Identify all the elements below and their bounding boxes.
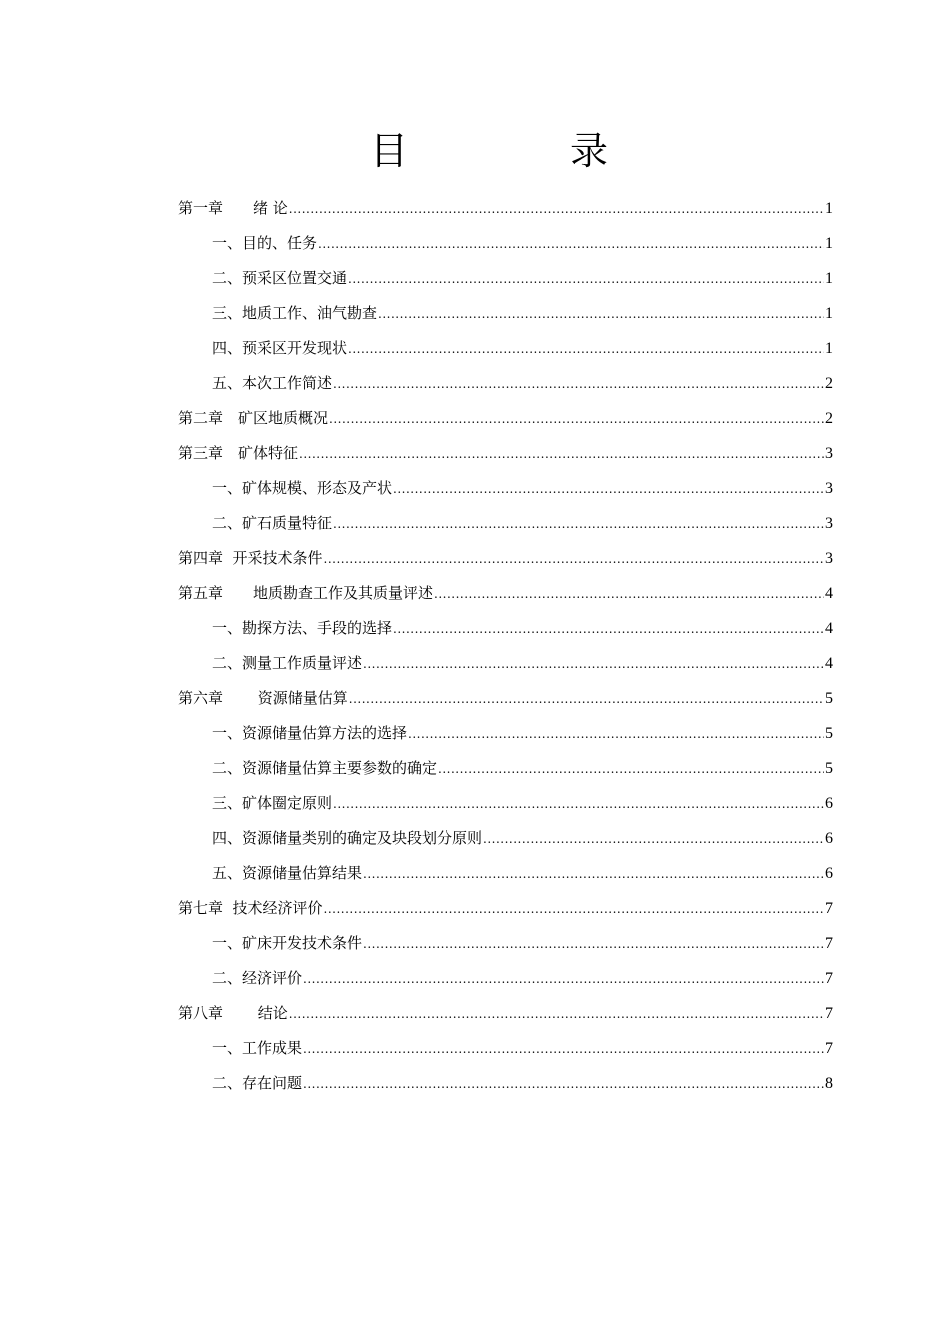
toc-dot-leader [324, 542, 824, 577]
toc-list [178, 191, 833, 1101]
toc-entry-label: 一、目的、任务 [212, 234, 318, 252]
toc-entry[interactable] [178, 261, 833, 296]
toc-dot-leader [333, 507, 824, 542]
toc-dot-leader [333, 787, 824, 822]
toc-entry[interactable] [178, 646, 833, 681]
toc-page-number: 1 [825, 200, 833, 217]
toc-entry-label: 第六章 资源储量估算 [178, 689, 348, 707]
toc-dot-leader [349, 682, 824, 717]
toc-entry-label: 第七章 技术经济评价 [178, 899, 323, 917]
toc-dot-leader [434, 577, 824, 612]
toc-entry[interactable] [178, 1031, 833, 1066]
toc-entry[interactable] [178, 751, 833, 786]
toc-entry[interactable] [178, 681, 833, 716]
toc-dot-leader [363, 857, 824, 892]
toc-page-number: 5 [825, 760, 833, 777]
toc-dot-leader [303, 1032, 824, 1067]
toc-dot-leader [348, 332, 824, 367]
toc-entry[interactable] [178, 366, 833, 401]
toc-page-number: 2 [825, 410, 833, 427]
toc-entry-label: 二、存在问题 [212, 1074, 303, 1092]
toc-page-number: 7 [825, 900, 833, 917]
toc-entry-label: 五、本次工作简述 [212, 374, 333, 392]
toc-dot-leader [299, 437, 824, 472]
toc-dot-leader [408, 717, 824, 752]
toc-entry[interactable] [178, 926, 833, 961]
toc-entry-label: 第五章 地质勘查工作及其质量评述 [178, 584, 434, 602]
toc-dot-leader [438, 752, 824, 787]
toc-entry-label: 四、资源储量类别的确定及块段划分原则 [212, 829, 483, 847]
toc-entry[interactable] [178, 436, 833, 471]
toc-dot-leader [483, 822, 824, 857]
toc-entry-label: 二、测量工作质量评述 [212, 654, 363, 672]
toc-entry-label: 三、矿体圈定原则 [212, 794, 333, 812]
toc-entry[interactable] [178, 856, 833, 891]
toc-page-number: 6 [825, 830, 833, 847]
toc-dot-leader [303, 1067, 824, 1102]
toc-page-number: 7 [825, 1005, 833, 1022]
toc-entry-label: 第四章 开采技术条件 [178, 549, 323, 567]
toc-dot-leader [289, 192, 824, 227]
toc-entry-label: 二、资源储量估算主要参数的确定 [212, 759, 438, 777]
toc-entry[interactable] [178, 331, 833, 366]
toc-page-number: 1 [825, 340, 833, 357]
toc-entry-label: 第三章 矿体特征 [178, 444, 299, 462]
toc-entry[interactable] [178, 296, 833, 331]
toc-page-number: 2 [825, 375, 833, 392]
toc-dot-leader [303, 962, 824, 997]
toc-entry[interactable] [178, 191, 833, 226]
toc-entry-label: 第一章 绪 论 [178, 199, 288, 217]
toc-page-number: 4 [825, 655, 833, 672]
toc-entry-label: 二、矿石质量特征 [212, 514, 333, 532]
toc-entry[interactable] [178, 961, 833, 996]
toc-entry[interactable] [178, 541, 833, 576]
toc-entry-label: 二、经济评价 [212, 969, 303, 987]
toc-entry[interactable] [178, 716, 833, 751]
toc-page-number: 3 [825, 550, 833, 567]
toc-entry-label: 一、工作成果 [212, 1039, 303, 1057]
toc-page-number: 7 [825, 970, 833, 987]
toc-entry[interactable] [178, 471, 833, 506]
toc-page-number: 3 [825, 480, 833, 497]
toc-page-number: 7 [825, 1040, 833, 1057]
toc-page-number: 6 [825, 865, 833, 882]
toc-page-number: 4 [825, 585, 833, 602]
toc-entry[interactable] [178, 401, 833, 436]
toc-entry-label: 二、预采区位置交通 [212, 269, 348, 287]
toc-page-number: 4 [825, 620, 833, 637]
toc-page-number: 8 [825, 1075, 833, 1092]
toc-page-number: 7 [825, 935, 833, 952]
toc-entry-label: 第八章 结论 [178, 1004, 288, 1022]
toc-page-number: 1 [825, 305, 833, 322]
toc-entry-label: 三、地质工作、油气勘查 [212, 304, 378, 322]
toc-page-number: 3 [825, 515, 833, 532]
toc-dot-leader [363, 927, 824, 962]
toc-dot-leader [363, 647, 824, 682]
toc-page-number: 1 [825, 235, 833, 252]
toc-entry[interactable] [178, 1066, 833, 1101]
toc-entry[interactable] [178, 996, 833, 1031]
toc-entry-label: 一、矿体规模、形态及产状 [212, 479, 393, 497]
toc-dot-leader [318, 227, 824, 262]
toc-dot-leader [324, 892, 824, 927]
toc-dot-leader [348, 262, 824, 297]
toc-entry[interactable] [178, 611, 833, 646]
toc-entry-label: 一、勘探方法、手段的选择 [212, 619, 393, 637]
toc-page-number: 6 [825, 795, 833, 812]
toc-dot-leader [378, 297, 824, 332]
toc-entry[interactable] [178, 506, 833, 541]
toc-entry[interactable] [178, 226, 833, 261]
toc-entry[interactable] [178, 891, 833, 926]
toc-entry[interactable] [178, 821, 833, 856]
toc-title: 目 录 [369, 129, 610, 173]
toc-dot-leader [393, 472, 824, 507]
toc-entry[interactable] [178, 786, 833, 821]
toc-page-number: 3 [825, 445, 833, 462]
toc-entry-label: 四、预采区开发现状 [212, 339, 348, 357]
toc-dot-leader [393, 612, 824, 647]
toc-entry-label: 五、资源储量估算结果 [212, 864, 363, 882]
toc-page-number: 5 [825, 690, 833, 707]
toc-page-number: 5 [825, 725, 833, 742]
toc-entry[interactable] [178, 576, 833, 611]
toc-entry-label: 一、资源储量估算方法的选择 [212, 724, 408, 742]
toc-dot-leader [289, 997, 824, 1032]
toc-dot-leader [333, 367, 824, 402]
toc-entry-label: 一、矿床开发技术条件 [212, 934, 363, 952]
toc-page-number: 1 [825, 270, 833, 287]
toc-dot-leader [329, 402, 824, 437]
toc-entry-label: 第二章 矿区地质概况 [178, 409, 329, 427]
